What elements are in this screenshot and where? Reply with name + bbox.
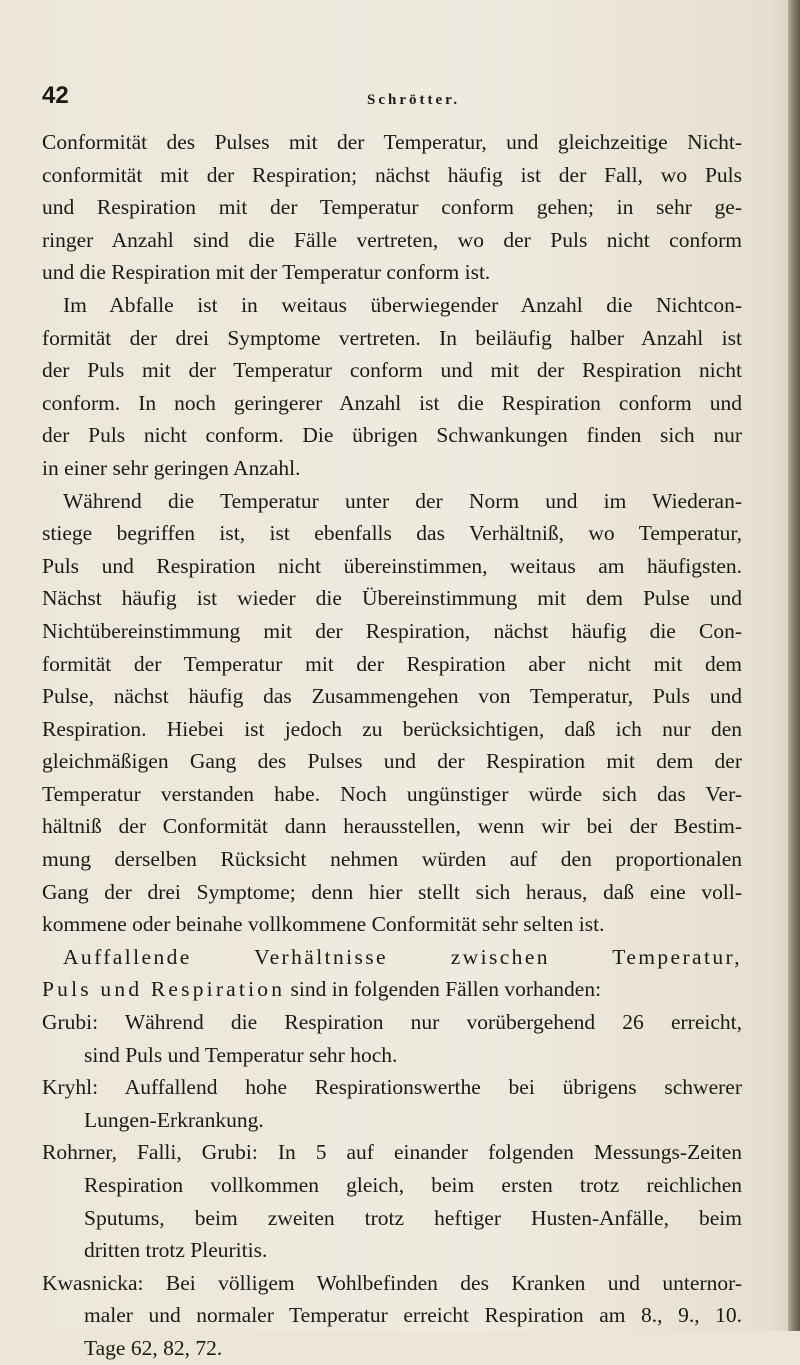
paragraph-4 [42,941,742,1006]
text-line: maler und normaler Temperatur erreicht Respiration am 8., 9., 10. [84,1303,742,1328]
text-line: Lungen-Erkrankung. [84,1107,264,1132]
text-line: und die Respiration mit der Temperatur conform ist. [42,260,491,285]
text-line: Gang der drei Symptome; denn hier stellt sich heraus, daß eine voll- [42,879,742,904]
text-line: Rohrner, Falli, Grubi: In 5 auf einander folgenden Messungs-Zeiten [42,1140,742,1165]
text-line: Conformität des Pulses mit der Temperatur, und gleichzeitige Nicht- [42,130,742,154]
spaced-heading-line: Auffallende Verhältnisse zwischen Temperatur, [63,944,742,969]
text-line: und Respiration mit der Temperatur conform gehen; in sehr ge- [42,195,742,220]
text-line: Temperatur verstanden habe. Noch ungünstiger würde sich das Ver- [42,781,742,806]
text-line: formität der drei Symptome vertreten. In beiläufig halber Anzahl ist [42,325,742,350]
case-kwasnicka [42,1267,742,1365]
spaced-phrase: Puls und Respiration [42,977,286,1002]
paragraph-1 [42,126,742,289]
text-line: der Puls mit der Temperatur conform und mit der Respiration nicht [42,358,742,383]
text-line: Grubi: Während die Respiration nur vorübergehend 26 erreicht, [42,1010,742,1035]
paragraph-3 [42,485,742,941]
text-line: Pulse, nächst häufig das Zusammengehen von Temperatur, Puls und [42,684,742,709]
text-line: Respiration vollkommen gleich, beim ersten trotz reichlichen [84,1173,742,1197]
case-grubi [42,1006,742,1071]
case-rohrner-falli-grubi [42,1136,742,1266]
text-line-rest: sind in folgenden Fällen vorhanden: [285,977,602,1002]
text-line: Tage 62, 82, 72. [84,1335,223,1360]
text-line: stiege begriffen ist, ist ebenfalls das Verhältniß, wo Temperatur, [42,521,742,546]
case-kryhl [42,1071,742,1136]
text-line: Sputums, beim zweiten trotz heftiger Husten-Anfälle, beim [84,1205,742,1230]
paragraph-2 [42,289,742,485]
text-line: Puls und Respiration nicht übereinstimmen, weitaus am häufigsten. [42,553,742,578]
text-line: hältniß der Conformität dann herausstellen, wenn wir bei der Bestim- [42,814,742,839]
text-line [42,973,742,1006]
text-line: Kwasnicka: Bei völligem Wohlbefinden des Kranken und unternor- [42,1270,742,1295]
text-line: mung derselben Rücksicht nehmen würden auf den proportionalen [42,847,742,872]
page-edge [788,0,800,1331]
text-line: conformität mit der Respiration; nächst häufig ist der Fall, wo Puls [42,162,742,187]
running-head: Schrötter. [367,92,461,108]
text-line: Nichtübereinstimmung mit der Respiration, nächst häufig die Con- [42,618,742,643]
body-text [42,126,742,1365]
text-line: Respiration. Hiebei ist jedoch zu berücksichtigen, daß ich nur den [42,716,742,741]
text-line: gleichmäßigen Gang des Pulses und der Respiration mit dem der [42,749,742,774]
text-line: in einer sehr geringen Anzahl. [42,455,301,480]
text-line: ringer Anzahl sind die Fälle vertreten, wo der Puls nicht conform [42,227,742,252]
text-line: Kryhl: Auffallend hohe Respirationswerthe bei übrigens schwerer [42,1075,742,1100]
page-number: 42 [42,82,69,109]
text-line: sind Puls und Temperatur sehr hoch. [84,1042,398,1067]
text-line: dritten trotz Pleuritis. [84,1238,268,1263]
text-line: Nächst häufig ist wieder die Übereinstimmung mit dem Pulse und [42,586,742,611]
text-line: formität der Temperatur mit der Respiration aber nicht mit dem [42,651,742,676]
text-line: Während die Temperatur unter der Norm und im Wiederan- [63,488,742,513]
text-line: conform. In noch geringerer Anzahl ist die Respiration conform und [42,390,742,415]
text-line: Im Abfalle ist in weitaus überwiegender Anzahl die Nichtcon- [63,292,742,317]
text-line: der Puls nicht conform. Die übrigen Schwankungen finden sich nur [42,423,742,448]
page-header [42,82,542,114]
text-line: kommene oder beinahe vollkommene Conformität sehr selten ist. [42,912,605,937]
